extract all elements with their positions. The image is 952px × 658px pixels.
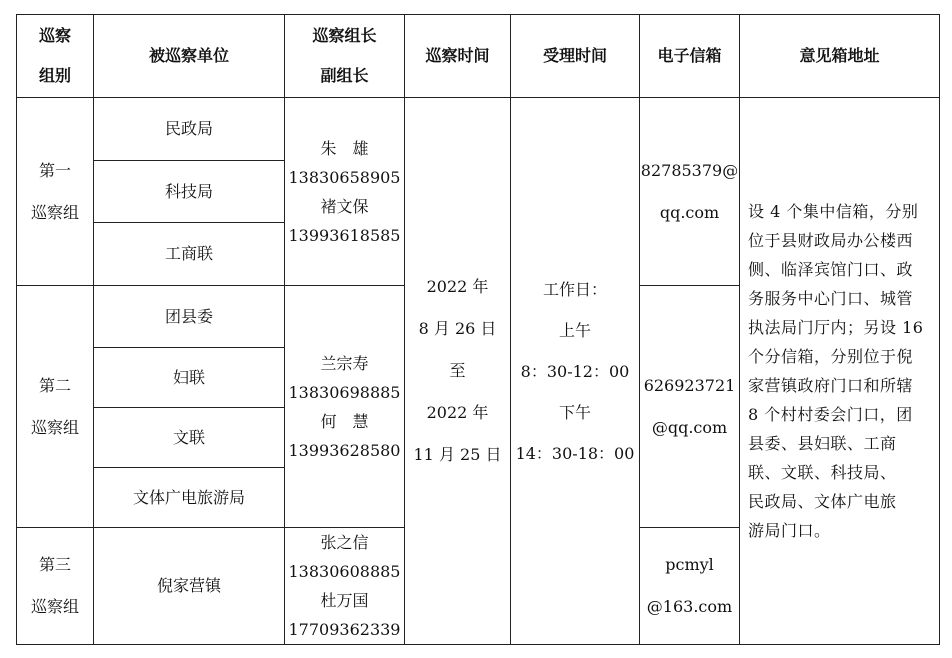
header-accept-time: 受理时间 bbox=[511, 15, 640, 98]
group-2-leaders: 兰宗寿 13830698885 何 慧 13993628580 bbox=[285, 286, 405, 528]
group-3-email: pcmyl @163.com bbox=[640, 528, 740, 645]
group-1-name: 第一 巡察组 bbox=[17, 98, 94, 286]
accept-time-cell: 工作日： 上午 8：30-12：00 下午 14：30-18：00 bbox=[511, 98, 640, 645]
header-unit: 被巡察单位 bbox=[94, 15, 285, 98]
unit-cell: 团县委 bbox=[94, 286, 285, 348]
group-3-leaders: 张之信 13830608885 杜万国 17709362339 bbox=[285, 528, 405, 645]
unit-cell: 文联 bbox=[94, 408, 285, 468]
unit-cell: 文体广电旅游局 bbox=[94, 468, 285, 528]
header-email: 电子信箱 bbox=[640, 15, 740, 98]
header-inspection-time: 巡察时间 bbox=[405, 15, 511, 98]
mailbox-address-cell: 设 4 个集中信箱，分别 位于县财政局办公楼西 侧、临泽宾馆门口、政 务服务中心门口、城管 执法局门厅内；另设 16 个分信箱，分别位于倪 家营镇政府门口和所辖 8 个村村委会门口，团 县委、县妇联、工商 联、文联、科技局、 民政局、文体广电旅 游局门口。 bbox=[740, 98, 940, 645]
group-1-email: 82785379@ qq.com bbox=[640, 98, 740, 286]
inspection-table bbox=[16, 14, 940, 645]
inspection-time-cell: 2022 年 8 月 26 日 至 2022 年 11 月 25 日 bbox=[405, 98, 511, 645]
group-2-email: 626923721 @qq.com bbox=[640, 286, 740, 528]
group-3-name: 第三 巡察组 bbox=[17, 528, 94, 645]
header-leader: 巡察组长 副组长 bbox=[285, 15, 405, 98]
header-mailbox-address: 意见箱地址 bbox=[740, 15, 940, 98]
unit-cell: 倪家营镇 bbox=[94, 528, 285, 645]
header-group: 巡察 组别 bbox=[17, 15, 94, 98]
group-2-name: 第二 巡察组 bbox=[17, 286, 94, 528]
unit-cell: 工商联 bbox=[94, 223, 285, 286]
unit-cell: 民政局 bbox=[94, 98, 285, 161]
unit-cell: 妇联 bbox=[94, 348, 285, 408]
unit-cell: 科技局 bbox=[94, 161, 285, 223]
group-1-leaders: 朱 雄 13830658905 褚文保 13993618585 bbox=[285, 98, 405, 286]
